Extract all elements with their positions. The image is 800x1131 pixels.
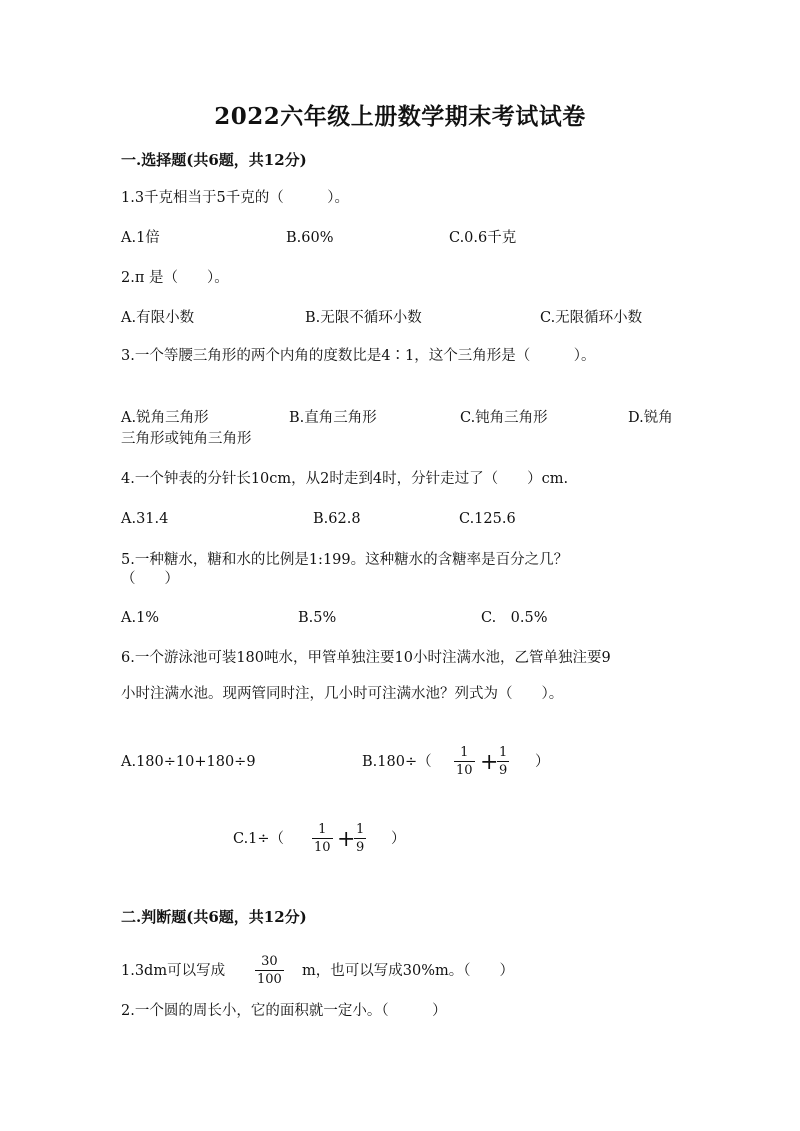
- plus-sign: +: [480, 750, 499, 775]
- question-stem: 2.一个圆的周长小，它的面积就一定小。（ ）: [121, 1003, 447, 1019]
- option-c: C.无限循环小数: [540, 310, 643, 326]
- question-stem-prefix: 1.3dm可以写成: [121, 963, 226, 979]
- fraction-bar: [454, 761, 475, 762]
- fraction: [255, 954, 284, 987]
- section-heading-judgment: 二.判断题(共6题，共12分): [121, 908, 307, 926]
- question-stem: 4.一个钟表的分针长10cm，从2时走到4时，分针走过了（ ）cm.: [121, 471, 569, 487]
- option-b: B.无限不循环小数: [305, 310, 422, 326]
- fraction-numerator: 1: [460, 745, 469, 760]
- question-stem: 3.一个等腰三角形的两个内角的度数比是4∶1，这个三角形是（ ）。: [121, 348, 596, 364]
- option-c-suffix: ）: [391, 831, 406, 847]
- question-stem: 2.π 是（ ）。: [121, 270, 229, 286]
- fraction-bar: [354, 838, 366, 839]
- option-a: A.1倍: [121, 230, 160, 246]
- question-stem-suffix: m，也可以写成30%m。（ ）: [302, 963, 514, 979]
- fraction-denominator: 10: [314, 840, 331, 855]
- fraction: [497, 745, 509, 778]
- option-b-suffix: ）: [535, 754, 550, 770]
- fraction-bar: [312, 838, 333, 839]
- fraction: [354, 822, 366, 855]
- fraction-denominator: 9: [356, 840, 365, 855]
- option-a: A.锐角三角形: [121, 410, 209, 426]
- option-a: A.31.4: [121, 511, 169, 527]
- option-b-prefix: B.180÷（: [362, 754, 432, 770]
- option-b: B.5%: [298, 610, 337, 626]
- fraction: [312, 822, 333, 855]
- fraction-numerator: 1: [318, 822, 327, 837]
- question-stem: 5.一种糖水，糖和水的比例是1:199。这种糖水的含糖率是百分之几？: [121, 552, 569, 568]
- option-c: C.钝角三角形: [460, 410, 548, 426]
- option-c-prefix: C.1÷（: [233, 831, 285, 847]
- fraction-bar: [497, 761, 509, 762]
- option-c: C.125.6: [459, 511, 516, 527]
- fraction-numerator: 30: [261, 954, 278, 969]
- page-title: 2022六年级上册数学期末考试试卷: [214, 103, 586, 130]
- plus-sign: +: [337, 827, 356, 852]
- fraction-numerator: 1: [356, 822, 365, 837]
- option-c: C. 0.5%: [481, 610, 548, 626]
- fraction-numerator: 1: [499, 745, 508, 760]
- fraction: [454, 745, 475, 778]
- fraction-denominator: 100: [257, 972, 282, 987]
- answer-paren: （ ）: [121, 571, 179, 587]
- question-stem-continued: 小时注满水池。现两管同时注，几小时可注满水池？列式为（ ）。: [121, 686, 564, 702]
- fraction-denominator: 10: [456, 763, 473, 778]
- fraction-bar: [255, 970, 284, 971]
- option-b: B.60%: [286, 230, 334, 246]
- option-c: C.0.6千克: [449, 230, 517, 246]
- option-a: A.有限小数: [121, 310, 195, 326]
- option-a: A.1%: [121, 610, 160, 626]
- option-d: D.锐角: [628, 410, 673, 426]
- option-b: B.直角三角形: [289, 410, 377, 426]
- section-heading-choice: 一.选择题(共6题，共12分): [121, 151, 307, 169]
- option-a: A.180÷10+180÷9: [121, 754, 256, 770]
- option-b: B.62.8: [313, 511, 361, 527]
- option-d-continued: 三角形或钝角三角形: [121, 431, 252, 447]
- question-stem: 6.一个游泳池可装180吨水，甲管单独注要10小时注满水池，乙管单独注要9: [121, 650, 611, 666]
- fraction-denominator: 9: [499, 763, 508, 778]
- question-stem: 1.3千克相当于5千克的（ ）。: [121, 190, 350, 206]
